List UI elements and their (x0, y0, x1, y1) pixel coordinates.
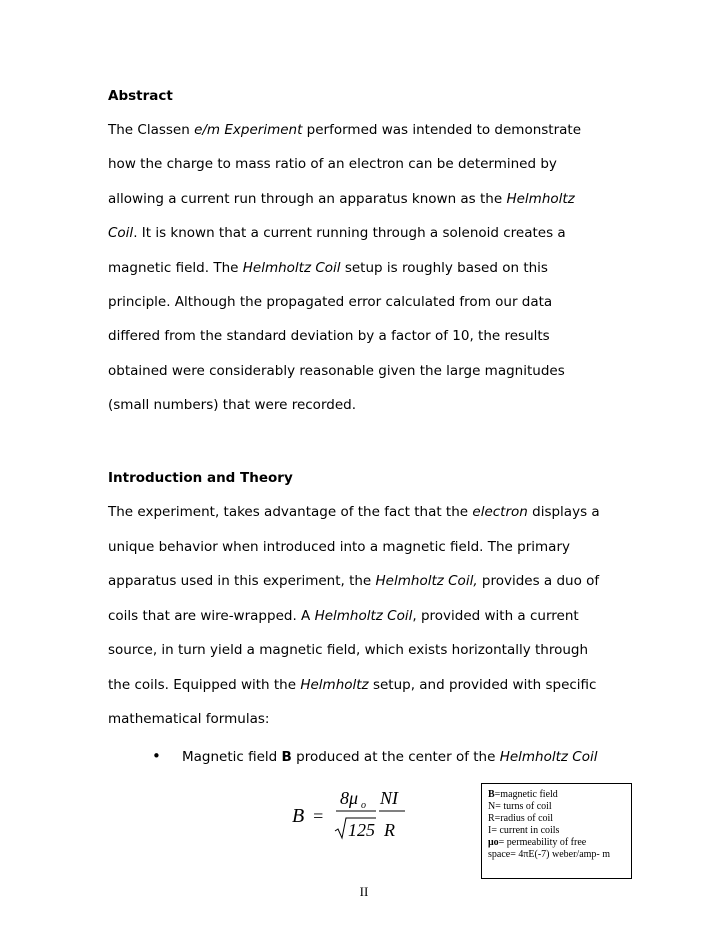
text-run: apparatus used in this experiment, the (108, 573, 376, 589)
formula-rhs-numerator: NI (380, 788, 398, 808)
text-run: performed was intended to demonstrate (302, 122, 582, 138)
text-run: . It is known that a current running through a solenoid creates a (133, 225, 566, 242)
text-run: differed from the standard deviation by a factor of 10, the results (108, 328, 550, 345)
abstract-line (108, 225, 566, 241)
text-run: μo (488, 837, 499, 848)
text-run: how the charge to mass ratio of an electron can be determined by (108, 156, 557, 173)
formula-lhs: B (292, 805, 305, 827)
text-run: Helmholtz (300, 676, 369, 693)
legend-line (488, 801, 625, 813)
abstract-line (108, 328, 550, 344)
formula-mu-subscript: o (361, 800, 366, 811)
legend-line (488, 813, 625, 825)
text-run: R=radius of coil (488, 813, 554, 824)
text-run: coils that are wire-wrapped. A (108, 607, 315, 624)
text-run: allowing a current run through an apparatus known as the (108, 190, 507, 207)
text-run: Helmholtz Coil, (375, 573, 478, 589)
text-run: setup, and provided with specific (368, 676, 597, 693)
intro-line (108, 642, 588, 658)
text-run: Magnetic field (182, 749, 282, 765)
text-run: N= turns of coil (488, 801, 552, 812)
legend-line (488, 825, 625, 837)
text-run: electron (472, 504, 528, 520)
text-run: The experiment, takes advantage of the fact that the (108, 504, 473, 520)
text-run: The Classen (108, 122, 195, 138)
text-run: produced at the center of the (291, 749, 500, 765)
abstract-line (108, 363, 565, 379)
bullet-text (182, 749, 598, 765)
page-number: II (359, 884, 369, 899)
text-run: I= current in coils (488, 825, 560, 836)
text-run: magnetic field. The (108, 259, 243, 276)
text-run: , provided with a current (412, 607, 579, 624)
abstract-line (108, 397, 356, 413)
intro-line (108, 504, 600, 520)
bullet-marker: • (152, 747, 161, 765)
text-run: source, in turn yield a magnetic field, which exists horizontally through (108, 642, 589, 658)
abstract-line (108, 156, 557, 172)
text-run: Coil (108, 225, 134, 242)
text-run: (small numbers) that were recorded. (108, 397, 356, 414)
variable-legend-box (481, 783, 632, 879)
intro-line (108, 711, 269, 727)
text-run: Helmholtz (506, 190, 575, 207)
text-run: Helmholtz Coil (499, 749, 598, 765)
intro-line (108, 677, 596, 693)
text-run: Helmholtz Coil (314, 607, 413, 624)
helmholtz-formula (290, 778, 440, 848)
legend-line (488, 789, 625, 801)
text-run: principle. Although the propagated error calculated from our data (108, 294, 553, 310)
abstract-line (108, 294, 552, 310)
text-run: Helmholtz Coil (242, 259, 341, 276)
text-run: e/m Experiment (194, 122, 303, 138)
text-run: space= 4πE(-7) weber/amp- m (488, 849, 611, 860)
intro-line (108, 539, 570, 555)
legend-line (488, 849, 625, 861)
intro-heading: Introduction and Theory (108, 470, 293, 486)
text-run: obtained were considerably reasonable given the large magnitudes (108, 362, 565, 379)
legend-line (488, 837, 625, 849)
formula-rhs-denominator: R (384, 820, 395, 840)
formula-equals: = (312, 806, 325, 826)
formula-denominator: 125 (348, 820, 375, 840)
abstract-heading: Abstract (108, 88, 173, 104)
text-run: B (488, 789, 495, 800)
bullet-item (152, 747, 598, 765)
abstract-line (108, 122, 581, 138)
abstract-line (108, 191, 575, 207)
text-run: unique behavior when introduced into a magnetic field. The primary (108, 538, 570, 555)
abstract-line (108, 260, 548, 276)
text-run: provides a duo of (477, 573, 600, 589)
text-run: mathematical formulas: (108, 711, 270, 727)
intro-line (108, 573, 599, 589)
text-run: setup is roughly based on this (340, 259, 548, 276)
text-run: =magnetic field (494, 789, 558, 800)
text-run: B (281, 749, 292, 765)
text-run: displays a (527, 504, 600, 520)
formula-numerator: 8μ (340, 788, 359, 808)
text-run: the coils. Equipped with the (108, 676, 301, 693)
text-run: = permeability of free (498, 837, 587, 848)
intro-line (108, 608, 579, 624)
